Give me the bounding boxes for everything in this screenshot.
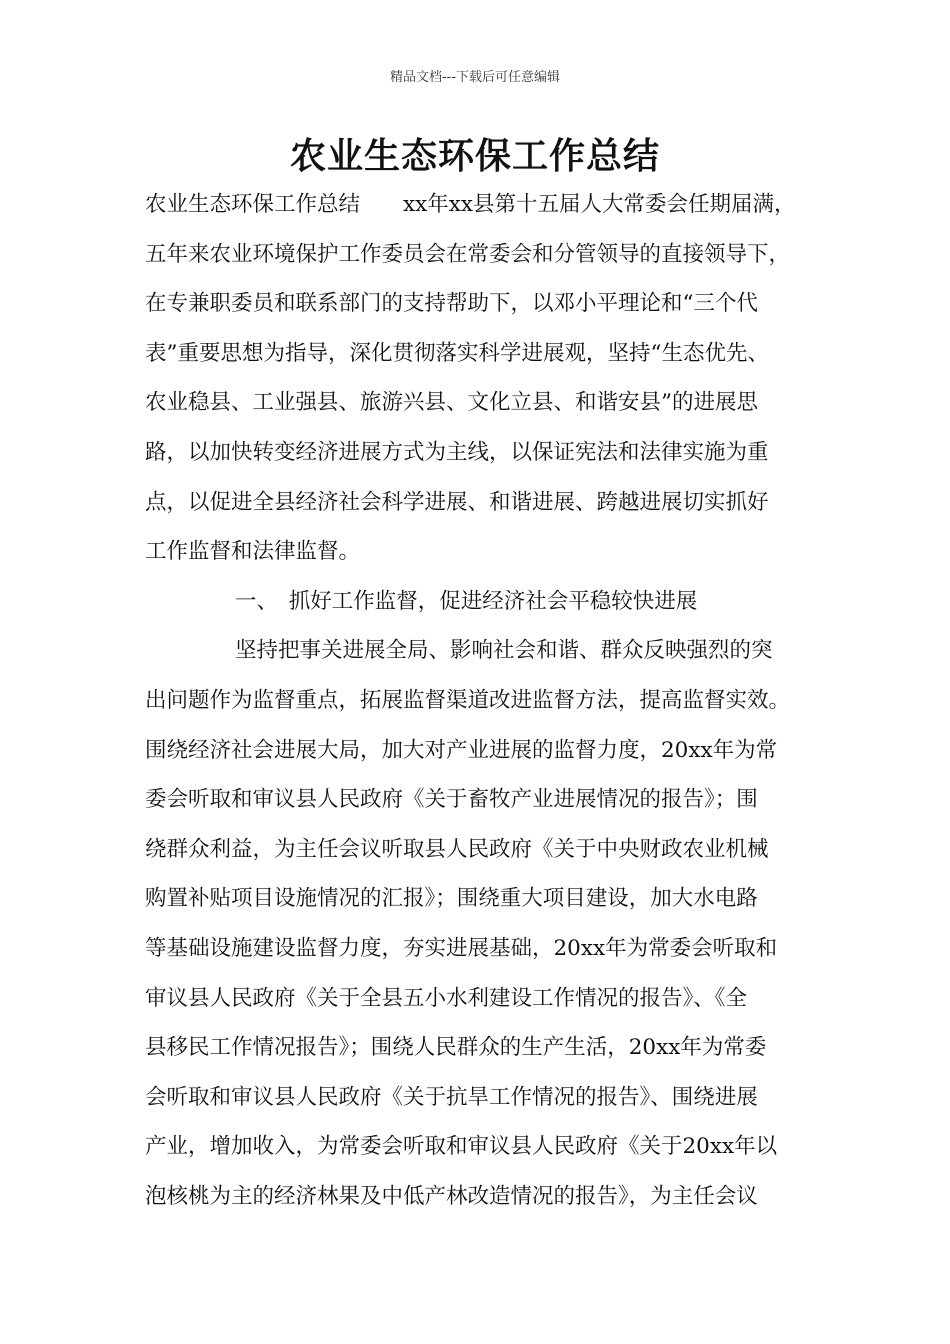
body-line: 出问题作为监督重点，拓展监督渠道改进监督方法，提高监督实效。 (145, 687, 791, 713)
body-line: 坚持把事关进展全局、影响社会和谐、群众反映强烈的突 (235, 638, 773, 664)
document-title: 农业生态环保工作总结 (289, 136, 660, 177)
body-line: 农业稳县、工业强县、旅游兴县、文化立县、和谐安县”的进展思 (145, 390, 758, 416)
body-line: 农业生态环保工作总结 xx年xx县第十五届人大常委会任期届满， (145, 192, 796, 217)
body-line: 产业，增加收入，为常委会听取和审议县人民政府《关于20xx年以 (145, 1134, 778, 1160)
section-heading: 一、 抓好工作监督，促进经济社会平稳较快进展 (235, 588, 698, 614)
body-line: 在专兼职委员和联系部门的支持帮助下，以邓小平理论和“三个代 (145, 291, 758, 317)
body-line: 审议县人民政府《关于全县五小水利建设工作情况的报告》、《全 (145, 985, 748, 1011)
body-line: 县移民工作情况报告》；围绕人民群众的生产生活，20xx年为常委 (145, 1035, 767, 1061)
body-line: 点，以促进全县经济社会科学进展、和谐进展、跨越进展切实抓好 (145, 489, 769, 515)
body-line: 工作监督和法律监督。 (145, 539, 361, 565)
document-body (145, 180, 825, 1221)
body-line: 五年来农业环境保护工作委员会在常委会和分管领导的直接领导下， (145, 241, 791, 267)
body-line: 绕群众利益，为主任会议听取县人民政府《关于中央财政农业机械 (145, 836, 769, 862)
body-line: 等基础设施建设监督力度，夯实进展基础，20xx年为常委会听取和 (145, 935, 778, 961)
body-line: 路，以加快转变经济进展方式为主线，以保证宪法和法律实施为重 (145, 439, 769, 465)
body-line: 围绕经济社会进展大局，加大对产业进展的监督力度，20xx年为常 (145, 737, 778, 763)
body-line: 泡核桃为主的经济林果及中低产林改造情况的报告》，为主任会议 (145, 1183, 758, 1209)
body-line: 会听取和审议县人民政府《关于抗旱工作情况的报告》、围绕进展 (145, 1084, 758, 1110)
header-note: 精品文档---下载后可任意编辑 (389, 70, 561, 85)
body-line: 购置补贴项目设施情况的汇报》；围绕重大项目建设，加大水电路 (145, 886, 758, 912)
body-line: 表”重要思想为指导，深化贯彻落实科学进展观，坚持“生态优先、 (145, 340, 769, 366)
body-line: 委会听取和审议县人民政府《关于畜牧产业进展情况的报告》；围 (145, 787, 758, 813)
